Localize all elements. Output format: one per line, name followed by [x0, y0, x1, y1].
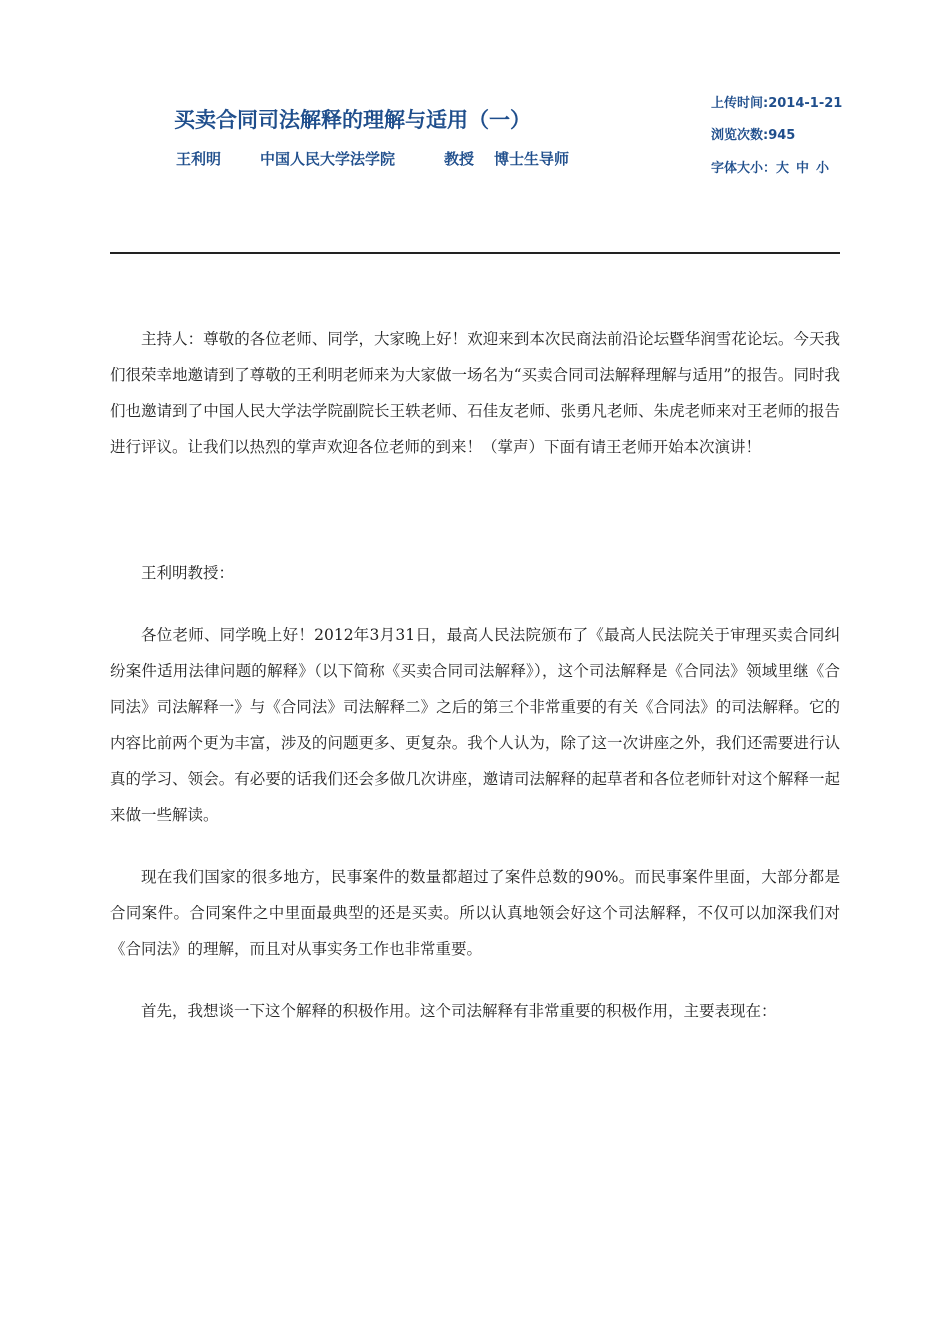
font-size-large-link[interactable]: 大 [776, 161, 790, 176]
article-body [110, 321, 840, 1029]
body-paragraph: 各位老师、同学晚上好！2012年3月31日，最高人民法院颁布了《最高人民法院关于审理买卖合同纠纷案件适用法律问题的解释》（以下简称《买卖合同司法解释》），这个司法解释是《合同法》领域里继《合同法》司法解释一》与《合同法》司法解释二》之后的第三个非常重要的有关《合同法》的司法解释。它的内容比前两个更为丰富，涉及的问题更多、更复杂。我个人认为，除了这一次讲座之外，我们还需要进行认真的学习、领会。有必要的话我们还会多做几次讲座，邀请司法解释的起草者和各位老师针对这个解释一起来做一些解读。 [110, 626, 840, 824]
author-role: 博士生导师 [494, 150, 570, 168]
header-divider [110, 252, 840, 254]
font-size-label: 字体大小： [711, 161, 777, 176]
view-count: 浏览次数:945 [711, 128, 796, 143]
upload-time: 上传时间:2014-1-21 [711, 96, 843, 111]
author-name: 王利明 [176, 150, 222, 168]
font-size-small-link[interactable]: 小 [816, 161, 830, 176]
author-institution: 中国人民大学法学院 [260, 150, 396, 168]
author-rank: 教授 [444, 150, 475, 168]
body-paragraph: 首先，我想谈一下这个解释的积极作用。这个司法解释有非常重要的积极作用，主要表现在： [141, 1002, 777, 1020]
host-paragraph: 主持人：尊敬的各位老师、同学，大家晚上好！欢迎来到本次民商法前沿论坛暨华润雪花论坛。今天我们很荣幸地邀请到了尊敬的王利明老师来为大家做一场名为“买卖合同司法解释理解与适用”的报告。同时我们也邀请到了中国人民大学法学院副院长王轶老师、石佳友老师、张勇凡老师、朱虎老师来对王老师的报告进行评议。让我们以热烈的掌声欢迎各位老师的到来！（掌声）下面有请王老师开始本次演讲！ [110, 330, 840, 456]
speaker-label: 王利明教授： [141, 564, 235, 582]
body-paragraph: 现在我们国家的很多地方，民事案件的数量都超过了案件总数的90%。而民事案件里面，大部分都是合同案件。合同案件之中里面最典型的还是买卖。所以认真地领会好这个司法解释，不仅可以加深我们对《合同法》的理解，而且对从事实务工作也非常重要。 [110, 868, 840, 958]
font-size-medium-link[interactable]: 中 [796, 161, 810, 176]
font-size-selector [711, 157, 829, 176]
article-title: 买卖合同司法解释的理解与适用（一） [174, 108, 531, 132]
author-byline [176, 148, 569, 169]
